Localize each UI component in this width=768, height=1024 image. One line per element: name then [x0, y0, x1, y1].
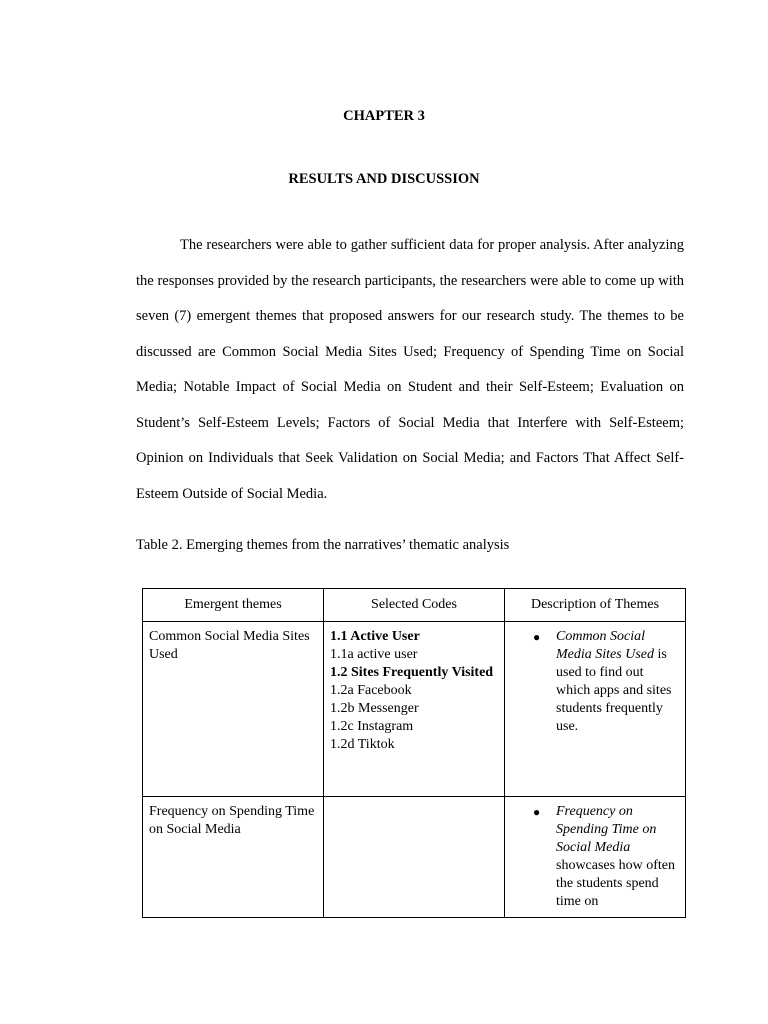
code-item: 1.2a Facebook	[330, 683, 412, 698]
bullet-icon: ●	[533, 805, 541, 819]
description-cell	[505, 797, 686, 918]
code-item: 1.2 Sites Frequently Visited	[330, 665, 494, 680]
header-emergent-themes: Emergent themes	[143, 589, 324, 622]
chapter-heading: CHAPTER 3	[343, 108, 425, 124]
description-bullet-item	[511, 628, 679, 736]
section-heading: RESULTS AND DISCUSSION	[288, 171, 480, 187]
intro-paragraph	[136, 228, 684, 512]
table-header-row	[143, 589, 686, 622]
description-italic: Common Social Media Sites Used	[556, 629, 654, 662]
table-row	[143, 622, 686, 797]
code-item: 1.1a active user	[330, 647, 418, 662]
intro-paragraph-text: The researchers were able to gather sufficient data for proper analysis. After analyzing the responses provided by the research participants, the researchers were able to come up with seven (7) emergent themes that proposed answers for our research study. The themes to be discussed are Common Social Media Sites Used; Frequency of Spending Time on Social Media; Notable Impact of Social Media on Student and their Self-Esteem; Evaluation on Student’s Self-Esteem Levels; Factors of Social Media that Interfere with Self-Esteem; Opinion on Individuals that Seek Validation on Social Media; and Factors That Affect Self-Esteem Outside of Social Media.	[136, 237, 684, 502]
codes-cell	[324, 797, 505, 918]
description-text: is used to find out which apps and sites students frequently use.	[556, 647, 672, 734]
code-item: 1.2d Tiktok	[330, 737, 395, 752]
codes-cell	[324, 622, 505, 797]
description-cell	[505, 622, 686, 797]
theme-cell: Frequency on Spending Time on Social Media	[143, 797, 324, 918]
description-italic: Frequency on Spending Time on Social Media	[556, 804, 657, 855]
header-description: Description of Themes	[505, 589, 686, 622]
table-caption: Table 2. Emerging themes from the narratives’ thematic analysis	[136, 537, 510, 553]
bullet-icon: ●	[533, 630, 541, 644]
themes-table	[142, 588, 686, 918]
code-item: 1.2b Messenger	[330, 701, 419, 716]
description-text: showcases how often the students spend time on	[556, 858, 675, 909]
header-selected-codes: Selected Codes	[324, 589, 505, 622]
table-row	[143, 797, 686, 918]
code-item: 1.2c Instagram	[330, 719, 414, 734]
description-bullet-item	[511, 803, 679, 911]
code-item: 1.1 Active User	[330, 629, 420, 644]
theme-cell: Common Social Media Sites Used	[143, 622, 324, 797]
